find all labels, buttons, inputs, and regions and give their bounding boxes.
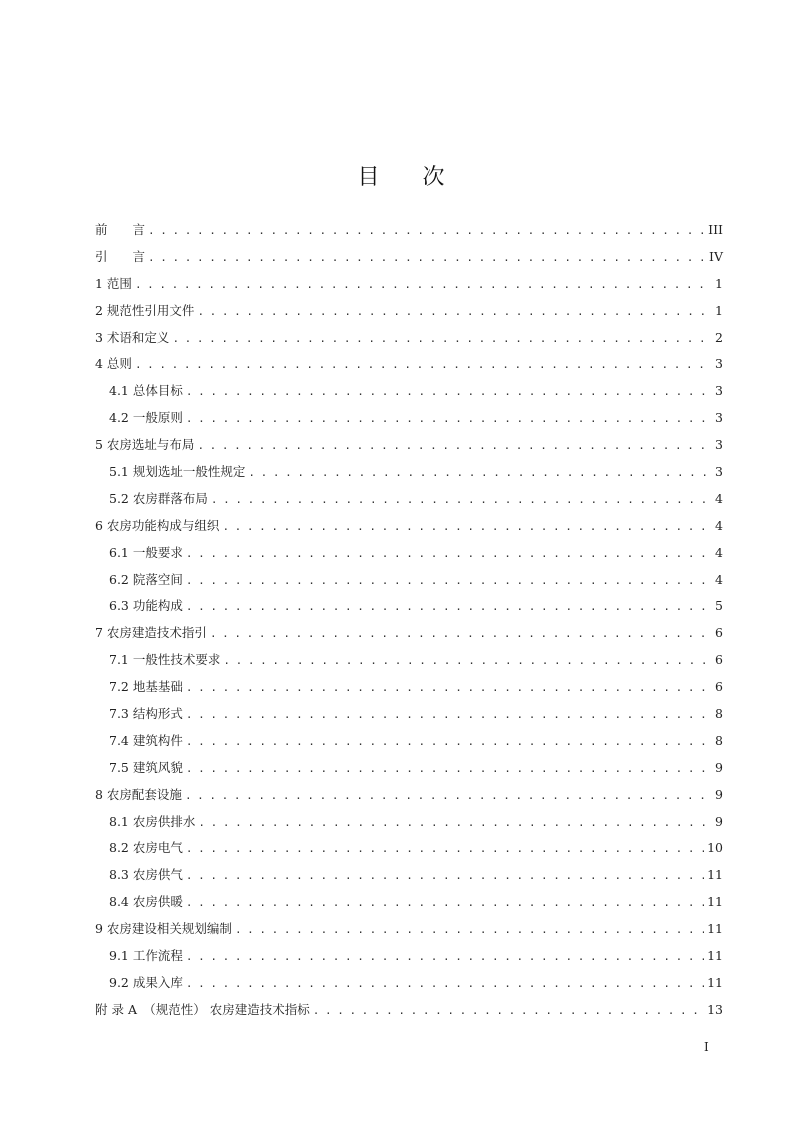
toc-entry-label: 5 农房选址与布局: [95, 437, 195, 453]
toc-entry-page: 10: [707, 840, 723, 856]
dot-leader: [197, 305, 712, 318]
toc-entry[interactable]: [95, 865, 723, 892]
toc-entry-label: 8 农房配套设施: [95, 786, 182, 802]
toc-entry[interactable]: [95, 301, 723, 328]
toc-entry-label: 2 规范性引用文件: [95, 302, 195, 318]
dot-leader: [313, 1004, 704, 1017]
page-title: 目 次: [357, 165, 463, 190]
dot-leader: [186, 896, 704, 909]
toc-entry[interactable]: [95, 623, 723, 650]
dot-leader: [186, 547, 712, 560]
toc-entry-page: 11: [707, 948, 723, 964]
dot-leader: [186, 869, 704, 882]
toc-entry-page: IV: [709, 248, 723, 264]
toc-entry[interactable]: [95, 838, 723, 865]
toc-entry[interactable]: [95, 247, 723, 274]
toc-entry-page: 3: [715, 410, 723, 426]
toc-entry-label: 6.3 功能构成: [109, 598, 183, 614]
toc-entry-label: 8.3 农房供气: [109, 867, 183, 883]
toc-entry-label: 3 术语和定义: [95, 329, 170, 345]
toc-entry[interactable]: [95, 892, 723, 919]
toc-entry-label: 7.1 一般性技术要求: [109, 652, 221, 668]
toc-entry-page: 4: [715, 490, 723, 506]
toc-entry-page: 9: [715, 786, 723, 802]
toc-entry-page: 1: [715, 275, 723, 291]
toc-entry-label: 4.2 一般原则: [109, 410, 183, 426]
toc-entry-page: 6: [715, 652, 723, 668]
toc-entry[interactable]: [95, 274, 723, 301]
dot-leader: [198, 816, 712, 829]
dot-leader: [210, 627, 712, 640]
dot-leader: [186, 735, 712, 748]
toc-entry-label: 7.2 地基基础: [109, 679, 183, 695]
toc-entry[interactable]: [95, 704, 723, 731]
toc-entry[interactable]: [95, 731, 723, 758]
toc-entry-label: 7 农房建造技术指引: [95, 625, 207, 641]
toc-entry-label: 9 农房建设相关规划编制: [95, 921, 232, 937]
toc-entry-page: 9: [715, 813, 723, 829]
toc-entry[interactable]: [95, 381, 723, 408]
toc-entry-label: 4.1 总体目标: [109, 383, 183, 399]
dot-leader: [235, 923, 704, 936]
dot-leader: [135, 358, 712, 371]
toc-entry-label: 1 范围: [95, 275, 132, 291]
toc-entry-page: 2: [715, 329, 723, 345]
toc-entry[interactable]: [95, 220, 723, 247]
toc-entry-page: 5: [715, 598, 723, 614]
toc-entry-label: 9.2 成果入库: [109, 974, 183, 990]
toc-entry-page: 6: [715, 625, 723, 641]
table-of-contents: [95, 220, 723, 1027]
toc-entry-label: 5.2 农房群落布局: [109, 490, 208, 506]
dot-leader: [186, 977, 704, 990]
toc-entry-page: 4: [715, 517, 723, 533]
toc-entry[interactable]: [95, 543, 723, 570]
toc-entry-label: 5.1 规划选址一般性规定: [109, 464, 246, 480]
dot-leader: [186, 574, 712, 587]
toc-entry-page: 11: [707, 894, 723, 910]
toc-entry-page: 3: [715, 437, 723, 453]
toc-entry[interactable]: [95, 758, 723, 785]
toc-entry-label: 9.1 工作流程: [109, 948, 183, 964]
toc-entry[interactable]: [95, 328, 723, 355]
dot-leader: [172, 332, 712, 345]
dot-leader: [197, 439, 712, 452]
dot-leader: [186, 950, 704, 963]
dot-leader: [135, 278, 712, 291]
toc-entry-page: 3: [715, 464, 723, 480]
toc-entry[interactable]: [95, 1000, 723, 1027]
toc-entry-page: 11: [707, 921, 723, 937]
dot-leader: [222, 520, 712, 533]
toc-entry-page: 11: [707, 867, 723, 883]
dot-leader: [248, 466, 712, 479]
dot-leader: [148, 251, 706, 264]
toc-entry-page: 1: [715, 302, 723, 318]
toc-entry-label: 8.4 农房供暖: [109, 894, 183, 910]
toc-entry-label: 引 言: [95, 248, 146, 264]
toc-entry[interactable]: [95, 812, 723, 839]
toc-entry[interactable]: [95, 570, 723, 597]
toc-entry-page: 11: [707, 974, 723, 990]
toc-entry[interactable]: [95, 408, 723, 435]
toc-entry-page: 9: [715, 759, 723, 775]
dot-leader: [186, 385, 712, 398]
dot-leader: [186, 681, 712, 694]
toc-entry[interactable]: [95, 650, 723, 677]
toc-entry[interactable]: [95, 354, 723, 381]
page-number: I: [704, 1040, 709, 1054]
toc-entry[interactable]: [95, 919, 723, 946]
toc-entry[interactable]: [95, 435, 723, 462]
toc-entry[interactable]: [95, 946, 723, 973]
dot-leader: [186, 842, 704, 855]
toc-entry[interactable]: [95, 516, 723, 543]
dot-leader: [185, 789, 712, 802]
toc-entry[interactable]: [95, 489, 723, 516]
toc-entry-label: 7.5 建筑风貌: [109, 759, 183, 775]
toc-entry[interactable]: [95, 785, 723, 812]
toc-entry-page: 3: [715, 383, 723, 399]
toc-entry-label: 6 农房功能构成与组织: [95, 517, 220, 533]
dot-leader: [148, 224, 705, 237]
toc-entry-label: 附 录 A （规范性） 农房建造技术指标: [95, 1001, 310, 1017]
toc-entry-label: 4 总则: [95, 356, 132, 372]
toc-entry-label: 6.2 院落空间: [109, 571, 183, 587]
toc-entry-page: 3: [715, 356, 723, 372]
toc-entry-label: 8.2 农房电气: [109, 840, 183, 856]
toc-entry-label: 7.3 结构形式: [109, 706, 183, 722]
toc-entry-page: 4: [715, 571, 723, 587]
dot-leader: [211, 493, 712, 506]
toc-entry-label: 8.1 农房供排水: [109, 813, 196, 829]
dot-leader: [186, 762, 712, 775]
toc-entry[interactable]: [95, 596, 723, 623]
dot-leader: [223, 654, 712, 667]
dot-leader: [186, 412, 712, 425]
dot-leader: [186, 708, 712, 721]
toc-entry[interactable]: [95, 973, 723, 1000]
toc-entry-page: III: [708, 222, 723, 237]
toc-entry-page: 6: [715, 679, 723, 695]
toc-entry-page: 8: [715, 732, 723, 748]
toc-entry-label: 7.4 建筑构件: [109, 732, 183, 748]
toc-entry-label: 6.1 一般要求: [109, 544, 183, 560]
toc-entry[interactable]: [95, 677, 723, 704]
toc-entry-page: 8: [715, 706, 723, 722]
dot-leader: [186, 600, 712, 613]
toc-entry[interactable]: [95, 462, 723, 489]
toc-entry-label: 前 言: [95, 222, 146, 237]
toc-entry-page: 13: [707, 1001, 723, 1017]
toc-entry-page: 4: [715, 544, 723, 560]
